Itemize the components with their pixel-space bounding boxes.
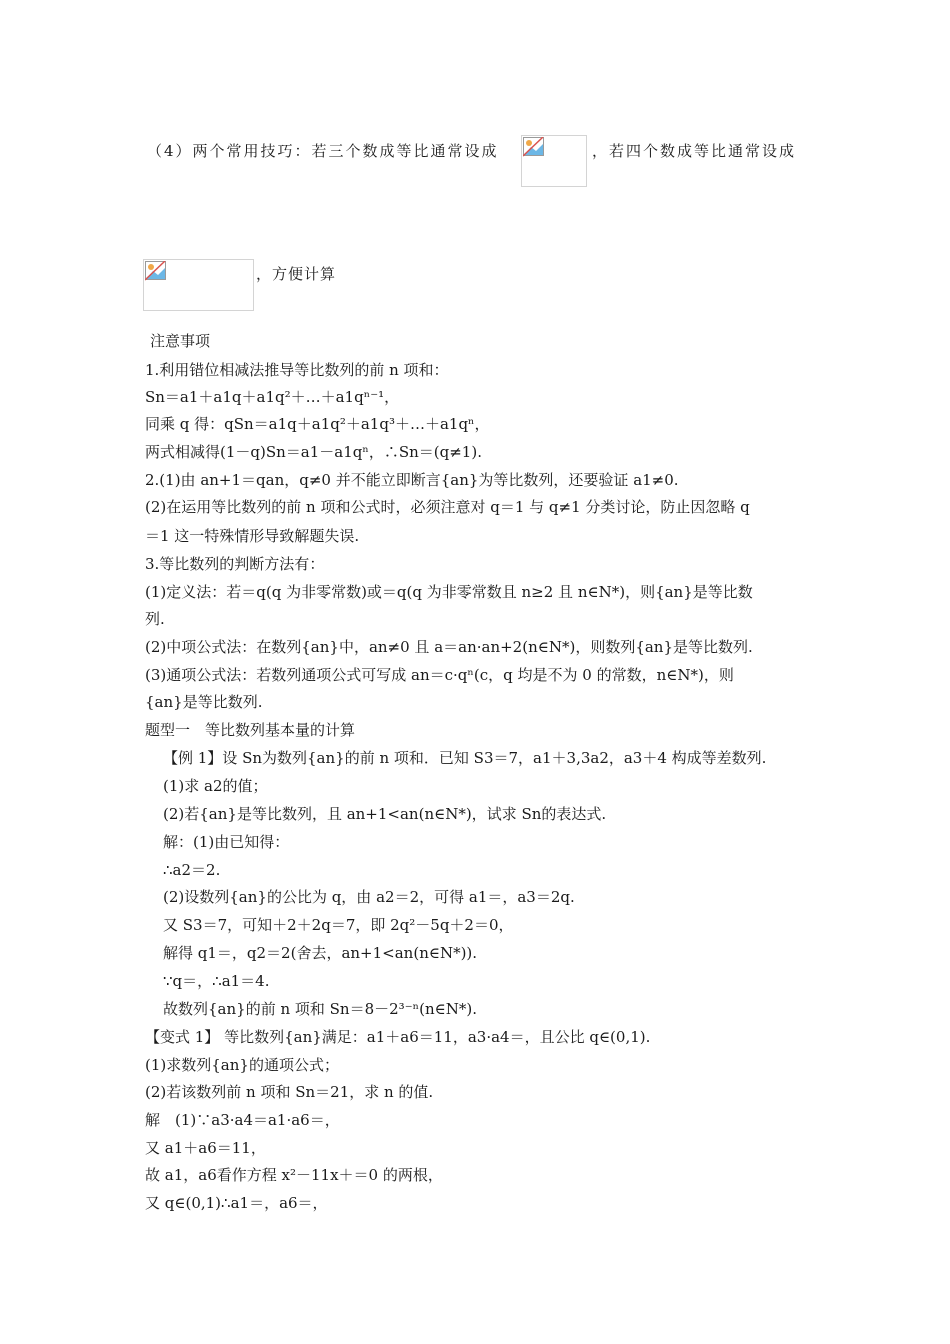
text-line: (1)求 a2的值； [163, 777, 268, 795]
text-line: (2)中项公式法：在数列{an}中，an≠0 且 a＝an·an+2(n∈N*)，则数列{an}是等比数列. [145, 638, 753, 656]
formula-line: 同乘 q 得：qSn＝a1q＋a1q²＋a1q³＋…＋a1qⁿ， [145, 415, 490, 433]
text-line: 3.等比数列的判断方法有： [145, 555, 325, 573]
formula-image-three-terms [521, 135, 587, 187]
text-line: (1)求数列{an}的通项公式； [145, 1056, 339, 1074]
tip-text-part1: （4）两个常用技巧：若三个数成等比通常设成 [147, 142, 499, 160]
solution-line: 解 (1)∵a3·a4＝a1·a6＝， [145, 1111, 340, 1129]
solution-line: ∵q＝，∴a1＝4. [163, 972, 270, 990]
tip-text-part3: ，方便计算 [256, 265, 337, 283]
solution-line: 又 q∈(0,1)∴a1＝，a6＝， [145, 1194, 328, 1212]
text-line: 列. [145, 610, 165, 628]
example-statement: 【例 1】设 Sn为数列{an}的前 n 项和．已知 S3＝7，a1＋3,3a2，a3＋4 构成等差数列. [163, 749, 767, 767]
solution-line: 解得 q1＝，q2＝2(舍去，an+1<an(n∈N*)). [163, 944, 478, 962]
formula-image-four-terms [143, 259, 254, 311]
formula-line: 两式相减得(1－q)Sn＝a1－a1qⁿ，∴Sn＝(q≠1). [145, 443, 482, 461]
text-line: 2.(1)由 an+1＝qan，q≠0 并不能立即断言{an}为等比数列，还要验证 a1≠0. [145, 471, 679, 489]
text-line: (3)通项公式法：若数列通项公式可写成 an＝c·qⁿ(c，q 均是不为 0 的常数，n∈N*)，则 [145, 666, 734, 684]
tip-text-part2: ，若四个数成等比通常设成 [592, 142, 797, 160]
broken-image-icon [145, 261, 167, 281]
formula-line: Sn＝a1＋a1q＋a1q²＋…＋a1qⁿ⁻¹， [145, 388, 400, 406]
section-heading: 题型一 等比数列基本量的计算 [145, 721, 356, 739]
text-line: (2)在运用等比数列的前 n 项和公式时，必须注意对 q＝1 与 q≠1 分类讨论，防止因忽略 q [145, 498, 750, 516]
solution-line: 故数列{an}的前 n 项和 Sn＝8－2³⁻ⁿ(n∈N*). [163, 1000, 477, 1018]
text-line: (2)若{an}是等比数列，且 an+1<an(n∈N*)，试求 Sn的表达式. [163, 805, 607, 823]
solution-line: (2)设数列{an}的公比为 q，由 a2＝2，可得 a1＝，a3＝2q. [163, 888, 575, 906]
solution-line: ∴a2＝2. [163, 861, 221, 879]
solution-line: 又 a1＋a6＝11， [145, 1139, 266, 1157]
text-line: (1)定义法：若＝q(q 为非零常数)或＝q(q 为非零常数且 n≥2 且 n∈N*)，则{an}是等比数 [145, 583, 753, 601]
solution-line: 故 a1，a6看作方程 x²－11x＋＝0 的两根， [145, 1166, 443, 1184]
text-line: (2)若该数列前 n 项和 Sn＝21，求 n 的值. [145, 1083, 434, 1101]
solution-line: 又 S3＝7，可知＋2＋2q＝7，即 2q²－5q＋2＝0， [163, 916, 514, 934]
text-line: {an}是等比数列. [145, 693, 263, 711]
solution-line: 解：(1)由已知得： [163, 833, 290, 851]
text-line: ＝1 这一特殊情形导致解题失误. [145, 527, 360, 545]
heading-notes: 注意事项 [150, 332, 211, 350]
variant-statement: 【变式 1】 等比数列{an}满足：a1＋a6＝11，a3·a4＝，且公比 q∈(0,1). [145, 1028, 651, 1046]
text-line: 1.利用错位相减法推导等比数列的前 n 项和： [145, 361, 449, 379]
broken-image-icon [523, 137, 545, 157]
